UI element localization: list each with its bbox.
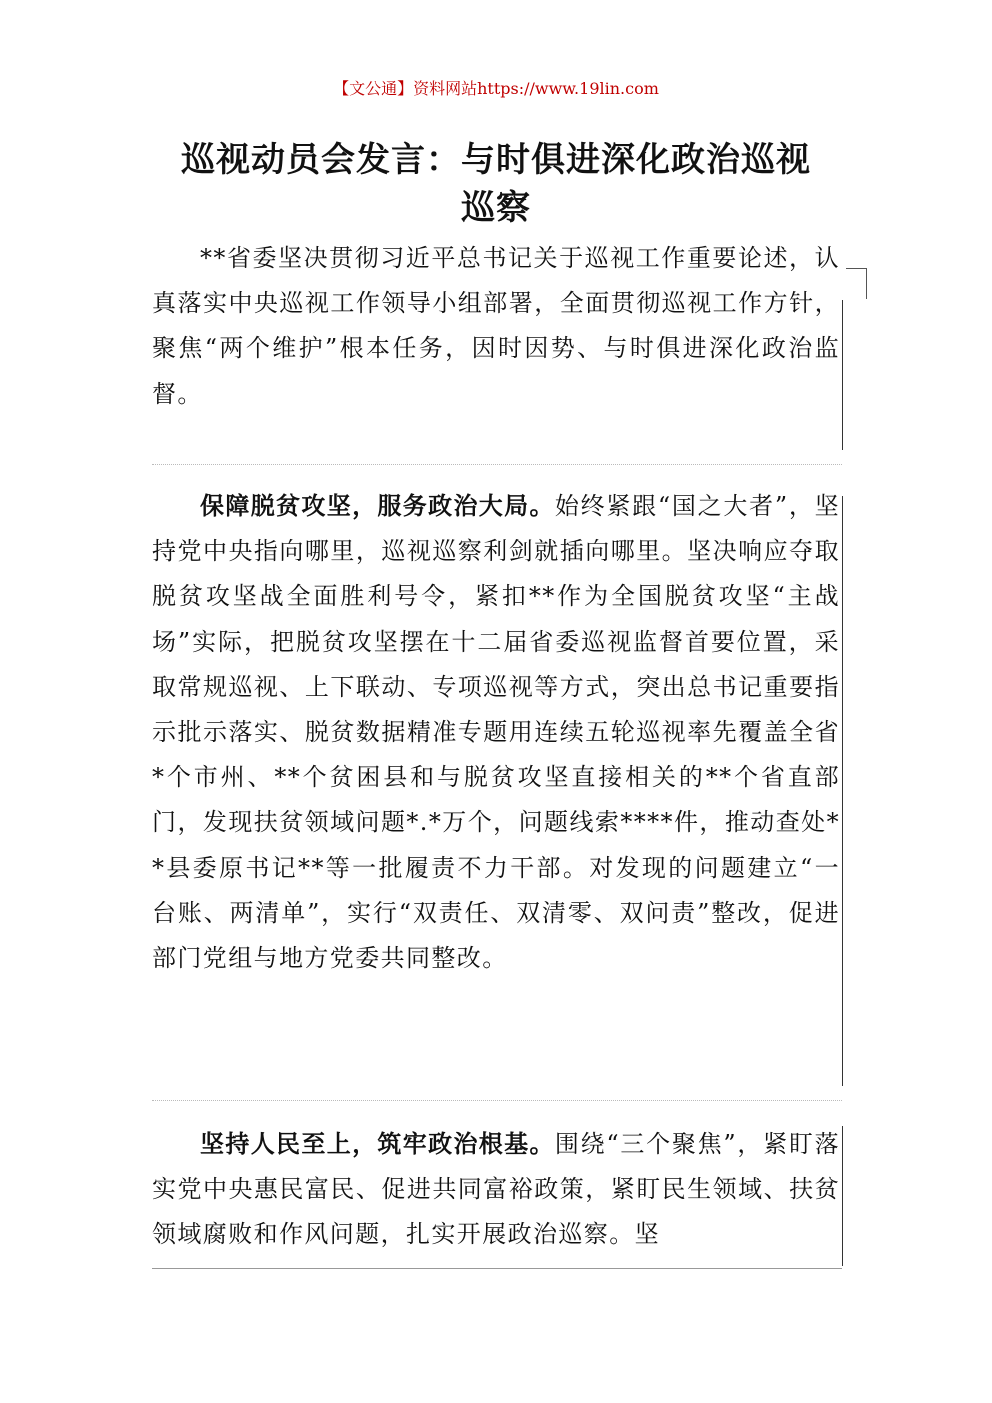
paragraph-poverty-alleviation — [152, 484, 840, 981]
paragraph-body: 始终紧跟“国之大者”，坚持党中央指向哪里，巡视巡察利剑就插向哪里。坚决响应夺取脱贫攻坚战全面胜利号令，紧扣**作为全国脱贫攻坚“主战场”实际，把脱贫攻坚摆在十二届省委巡视监督首要位置，采取常规巡视、上下联动、专项巡视等方式，突出总书记重要指示批示落实、脱贫数据精准专题用连续五轮巡视率先覆盖全省*个市州、**个贫困县和与脱贫攻坚直接相关的**个省直部门，发现扶贫领域问题*.*万个，问题线索****件，推动查处**县委原书记**等一批履责不力干部。对发现的问题建立“一台账、两清单”，实行“双责任、双清零、双问责”整改，促进部门党组与地方党委共同整改。 — [152, 492, 841, 973]
document-title-line-2: 巡察 — [461, 188, 531, 228]
site-header-watermark: 【文公通】资料网站https://www.19lin.com — [333, 79, 659, 98]
paragraph-body: **省委坚决贯彻习近平总书记关于巡视工作重要论述，认真落实中央巡视工作领导小组部署，全面贯彻巡视工作方针，聚焦“两个维护”根本任务，因时因势、与时俱进深化政治监督。 — [152, 244, 840, 408]
margin-line — [842, 496, 843, 1086]
section-divider — [152, 1100, 842, 1101]
margin-line — [842, 1126, 843, 1266]
paragraph-body: 围绕“三个聚焦”，紧盯落实党中央惠民富民、促进共同富裕政策，紧盯民生领域、扶贫领域腐败和作风问题，扎实开展政治巡察。坚 — [152, 1130, 841, 1249]
paragraph-lead: 坚持人民至上，筑牢政治根基。 — [200, 1130, 555, 1158]
page-bottom-divider — [152, 1268, 842, 1269]
margin-corner-mark — [846, 268, 867, 299]
document-title-line-1: 巡视动员会发言：与时俱进深化政治巡视 — [181, 140, 811, 180]
paragraph-intro — [152, 236, 840, 417]
paragraph-people-first — [152, 1122, 840, 1258]
section-divider — [152, 464, 842, 465]
paragraph-lead: 保障脱贫攻坚，服务政治大局。 — [200, 492, 555, 520]
margin-line — [842, 300, 843, 450]
